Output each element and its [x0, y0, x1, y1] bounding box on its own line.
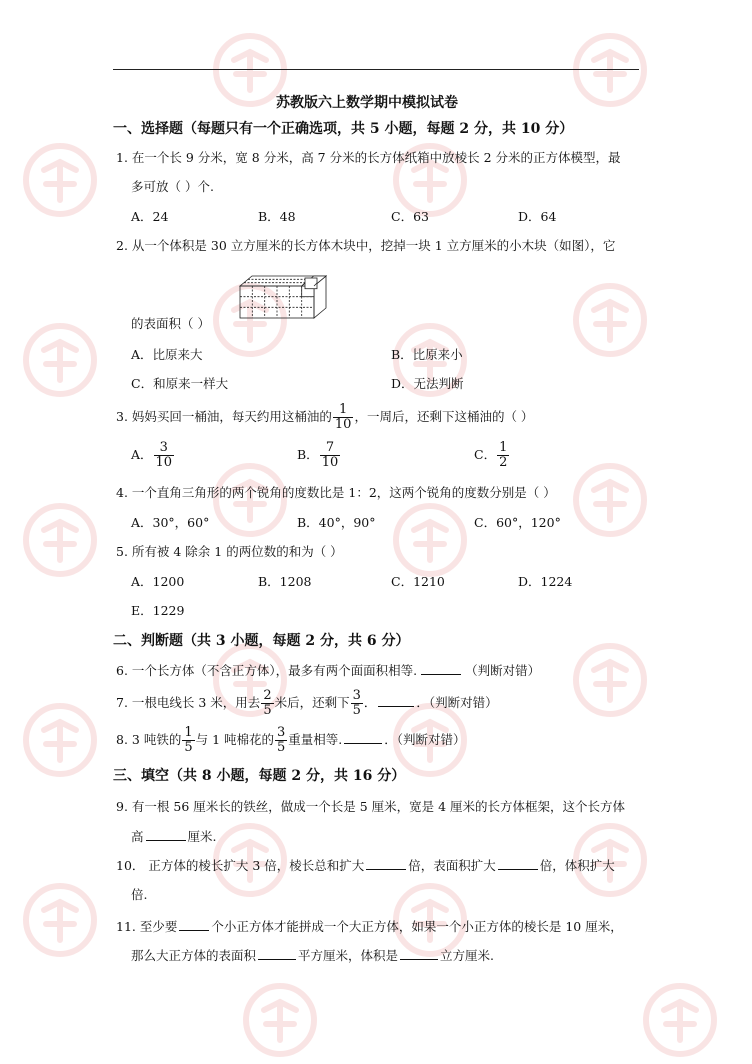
- q5-option-c: C．1210: [391, 574, 445, 589]
- q2-option-b: B．比原来小: [391, 347, 463, 362]
- watermark-logo: [20, 500, 100, 580]
- q10-blank-1[interactable]: [366, 857, 406, 870]
- q11-line2: 那么大正方体的表面积 平方厘米，体积是 立方厘米.: [131, 948, 495, 963]
- q1-line1: 1. 在一个长 9 分米，宽 8 分米，高 7 分米的长方体纸箱中放棱长 2 分米的正方体模型，最: [116, 150, 621, 165]
- q3-post: ，一周后，还剩下这桶油的（ ）: [354, 409, 534, 424]
- q7: 7. 一根电线长 3 米，用去 $\frac{2}{5}$ 米后，还剩下 $\frac{3}{5}$ ． ．（判断对错）: [116, 688, 498, 718]
- q11-blank-2[interactable]: [258, 947, 296, 960]
- q2-option-c: C．和原来一样大: [131, 376, 229, 391]
- q8: 8. 3 吨铁的 $\frac{1}{5}$ 与 1 吨棉花的 $\frac{3}{5}$ 重量相等. ．（判断对错）: [116, 725, 466, 755]
- q4-option-a: A．30°，60°: [131, 515, 210, 530]
- q2-option-a: A．比原来大: [131, 347, 203, 362]
- q6-answer-blank[interactable]: [421, 662, 461, 675]
- q5-line1: 5. 所有被 4 除余 1 的两位数的和为（ ）: [116, 544, 343, 559]
- section-3-heading: 三、填空（共 8 小题，每题 2 分，共 16 分）: [113, 768, 406, 784]
- q7-answer-blank[interactable]: [378, 694, 414, 707]
- q5-option-d: D．1224: [518, 574, 573, 589]
- q9-line2: 高 厘米.: [131, 829, 217, 844]
- q3-stem: [116, 400, 533, 434]
- q10-blank-2[interactable]: [498, 857, 538, 870]
- q3-fraction: $\frac{1}{10}$: [334, 402, 352, 432]
- q11-blank-3[interactable]: [400, 947, 438, 960]
- q1-option-c: C．63: [391, 209, 429, 224]
- q9-answer-blank[interactable]: [146, 828, 186, 841]
- q1-option-a: A．24: [131, 209, 169, 224]
- q4-option-c: C．60°，120°: [474, 515, 561, 530]
- q1-option-b: B．48: [258, 209, 296, 224]
- q2-line1: 2. 从一个体积是 30 立方厘米的长方体木块中，挖掉一块 1 立方厘米的小木块（如图），它: [116, 238, 616, 253]
- q2-option-d: D．无法判断: [391, 376, 464, 391]
- q3-option-c: C． $\frac{1}{2}$: [474, 440, 508, 470]
- watermark-logo: [20, 140, 100, 220]
- watermark-logo: [570, 30, 650, 110]
- watermark-logo: [390, 500, 470, 580]
- watermark-logo: [640, 980, 720, 1060]
- watermark-logo: [570, 460, 650, 540]
- q6: 6. 一个长方体（不含正方体），最多有两个面面积相等. （判断对错）: [116, 663, 541, 678]
- q1-option-d: D．64: [518, 209, 557, 224]
- watermark-logo: [20, 320, 100, 400]
- q5-option-e: E．1229: [131, 603, 185, 618]
- q3-pre: 3. 妈妈买回一桶油，每天约用这桶油的: [116, 409, 332, 424]
- q11-line1: 11. 至少要 个小正方体才能拼成一个大正方体，如果一个小正方体的棱长是 10 厘米，: [116, 919, 623, 934]
- watermark-logo: [570, 280, 650, 360]
- q3-option-a: A． $\frac{3}{10}$: [131, 440, 173, 470]
- section-2-heading: 二、判断题（共 3 小题，每题 2 分，共 6 分）: [113, 633, 410, 649]
- section-1-heading: 一、选择题（每题只有一个正确选项，共 5 小题，每题 2 分，共 10 分）: [113, 121, 574, 137]
- watermark-logo: [240, 980, 320, 1060]
- watermark-logo: [20, 700, 100, 780]
- page-title: 苏教版六上数学期中模拟试卷: [276, 95, 458, 111]
- cuboid-figure: [238, 272, 328, 322]
- q3-option-b: B． $\frac{7}{10}$: [297, 440, 339, 470]
- q4-option-b: B．40°，90°: [297, 515, 376, 530]
- q8-answer-blank[interactable]: [344, 731, 382, 744]
- q10-line1: 10． 正方体的棱长扩大 3 倍，棱长总和扩大 倍，表面积扩大 倍，体积扩大: [116, 858, 615, 873]
- q4-line1: 4. 一个直角三角形的两个锐角的度数比是 1：2，这两个锐角的度数分别是（ ）: [116, 485, 556, 500]
- q5-option-b: B．1208: [258, 574, 312, 589]
- q9-line1: 9. 有一根 56 厘米长的铁丝，做成一个长是 5 厘米，宽是 4 厘米的长方体框架，这个长方体: [116, 799, 626, 814]
- q10-line2: 倍.: [131, 887, 148, 902]
- q2-line2: 的表面积（ ）: [131, 316, 210, 331]
- q5-option-a: A．1200: [131, 574, 185, 589]
- q1-line2: 多可放（ ）个.: [131, 179, 214, 194]
- top-rule: [113, 69, 639, 70]
- watermark-logo: [20, 880, 100, 960]
- q11-blank-1[interactable]: [179, 918, 209, 931]
- watermark-logo: [570, 640, 650, 720]
